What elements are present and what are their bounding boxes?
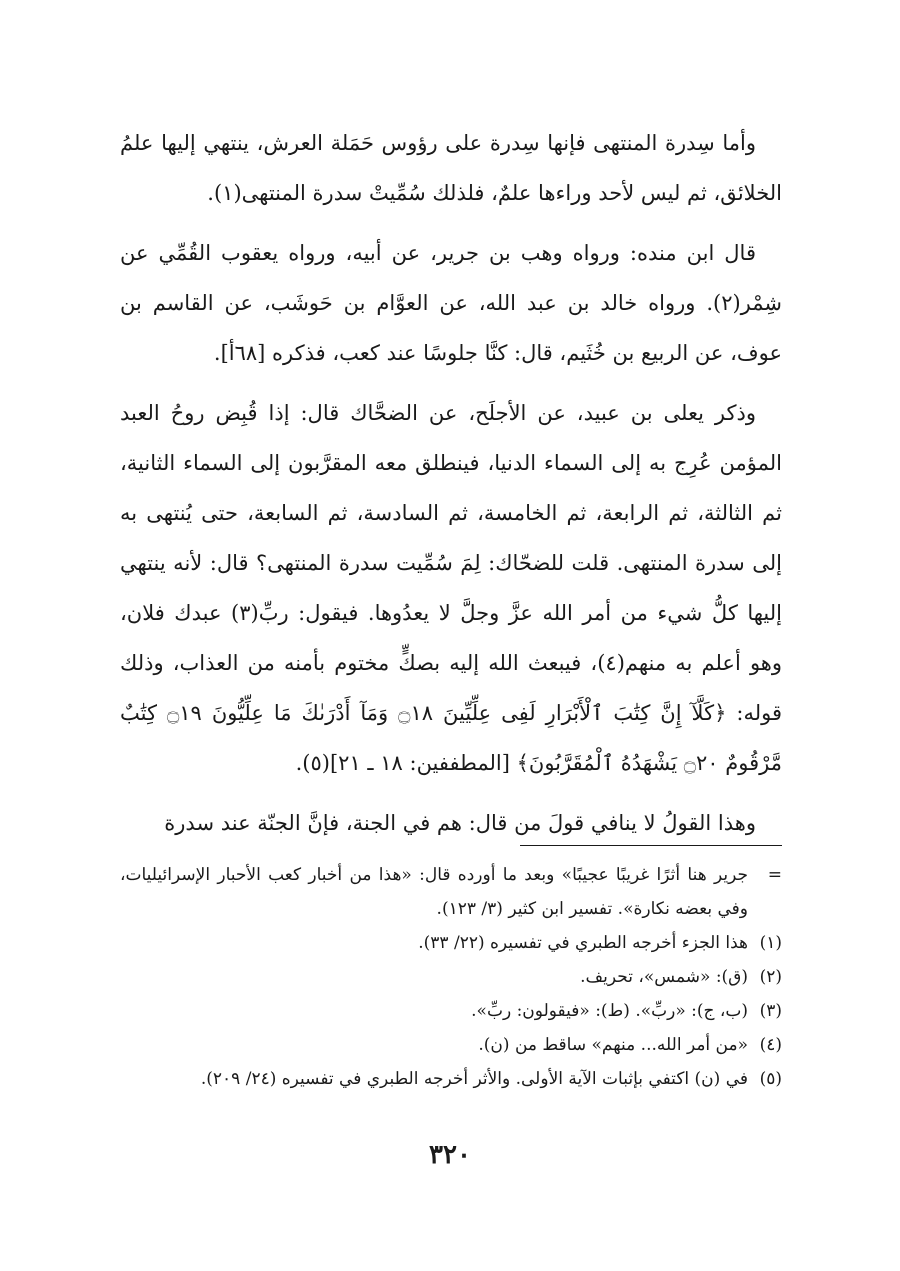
footnote-marker: (٢) xyxy=(759,967,782,987)
paragraph-sidrat-al-muntaha: وأما سِدرة المنتهى فإنها سِدرة على رؤوس حَمَلة العرش، ينتهي إليها علمُ الخلائق، ثم ليس لأحد وراءها علمٌ، فلذلك سُمِّيتْ سدرة المنتهى(١). xyxy=(120,131,782,205)
footnote-text: جرير هنا أثرًا غريبًا عجيبًا» وبعد ما أورده قال: «هذا من أخبار كعب الأحبار الإسرائيليات، وفي بعضه نكارة». تفسير ابن كثير (٣/ ١٢٣). xyxy=(120,865,748,919)
footnote-3 xyxy=(120,994,782,1028)
footnote-4 xyxy=(120,1028,782,1062)
footnote-text: في (ن) اكتفي بإثبات الآية الأولى. والأثر أخرجه الطبري في تفسيره (٢٤/ ٢٠٩). xyxy=(200,1069,748,1089)
paragraph-conclusion: وهذا القولُ لا ينافي قولَ من قال: هم في الجنة، فإنَّ الجنّة عند سدرة xyxy=(164,811,756,835)
paragraph-ibn-mandah: قال ابن منده: ورواه وهب بن جرير، عن أبيه، ورواه يعقوب القُمِّي عن شِمْر(٢). ورواه خالد بن عبد الله، عن العوَّام بن حَوشَب، عن القاسم بن عوف، عن الربيع بن خُثَيم، قال: كنَّا جلوسًا عند كعب، فذكره [٦٨أ]. xyxy=(120,241,782,365)
main-text xyxy=(120,118,782,858)
footnote-continuation xyxy=(120,858,782,926)
footnote-marker: (١) xyxy=(759,933,782,953)
paragraph-dahhak: وذكر يعلى بن عبيد، عن الأجلَح، عن الضحَّاك قال: إذا قُبِض روحُ العبد المؤمن عُرِج به إلى السماء الدنيا، فينطلق معه المقرَّبون إلى السماء الثانية، ثم الثالثة، ثم الرابعة، ثم الخامسة، ثم السادسة، ثم السابعة، حتى يُنتهى به إلى سدرة المنتهى. قلت للضحّاك: لِمَ سُمِّيت سدرة المنتهى؟ قال: لأنه ينتهي إليها كلُّ شيء من أمر الله عزَّ وجلَّ لا يعدُوها. فيقول: ربِّ(٣) عبدك فلان، وهو أعلم به منهم(٤)، فيبعث الله إليه بصكٍّ مختوم بأمنه من العذاب، وذلك قوله: ﴿كَلَّآ إِنَّ كِتَٰبَ ٱلْأَبْرَارِ لَفِى عِلِّيِّينَ ۝١٨ وَمَآ أَدْرَىٰكَ مَا عِلِّيُّونَ ۝١٩ كِتَٰبٌ مَّرْقُومٌ ۝٢٠ يَشْهَدُهُ ٱلْمُقَرَّبُونَ﴾ [المطففين: ١٨ ـ ٢١](٥). xyxy=(120,401,783,775)
footnote-1 xyxy=(120,926,782,960)
footnote-marker: (٤) xyxy=(759,1035,782,1055)
footnote-2 xyxy=(120,960,782,994)
footnotes xyxy=(120,858,782,1096)
page-number: ٣٢٠ xyxy=(429,1140,471,1170)
footnote-divider xyxy=(520,845,782,846)
footnote-text: «من أمر الله... منهم» ساقط من (ن). xyxy=(478,1035,748,1055)
footnote-marker: (٣) xyxy=(759,1001,782,1021)
footnote-5 xyxy=(120,1062,782,1096)
footnote-marker: (٥) xyxy=(759,1069,782,1089)
footnote-text: هذا الجزء أخرجه الطبري في تفسيره (٢٢/ ٣٣). xyxy=(418,933,748,953)
footnote-text: (ق): «شمس»، تحريف. xyxy=(580,967,748,987)
footnote-text: (ب، ج): «ربِّ». (ط): «فيقولون: ربِّ». xyxy=(471,1001,748,1021)
footnote-marker: = xyxy=(767,865,782,885)
